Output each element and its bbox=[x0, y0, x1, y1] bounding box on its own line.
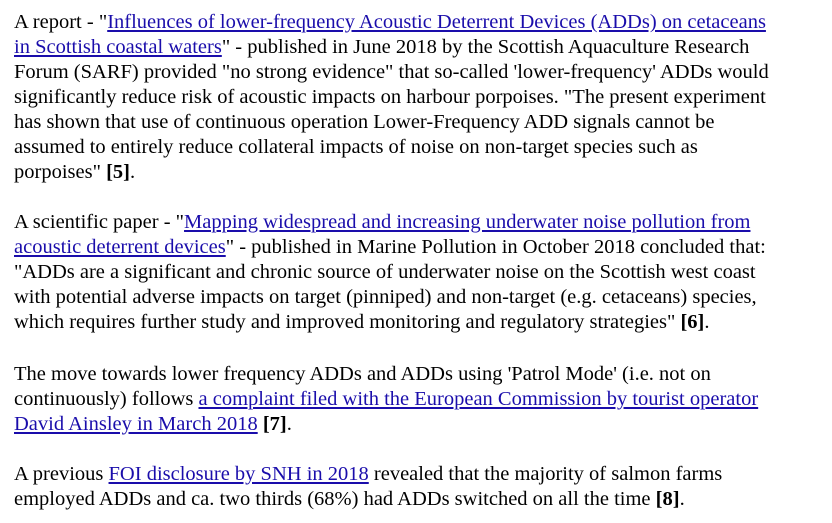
link-foi-disclosure[interactable]: FOI disclosure by SNH in 2018 bbox=[108, 463, 369, 485]
text-line bbox=[14, 10, 826, 35]
reference-7: [7] bbox=[262, 413, 287, 435]
link-ec-complaint[interactable]: a complaint filed with the European Commission by tourist operator bbox=[198, 388, 759, 410]
text-line bbox=[14, 235, 826, 260]
text-line bbox=[14, 310, 826, 335]
reference-6: [6] bbox=[680, 311, 705, 333]
text-run: revealed that the majority of salmon farms bbox=[368, 463, 723, 485]
text-run: . bbox=[129, 161, 136, 183]
text-line: The move towards lower frequency ADDs and ADDs using 'Patrol Mode' (i.e. not on bbox=[14, 363, 711, 385]
text-run: . bbox=[704, 311, 710, 333]
link-sarf-report-cont[interactable]: in Scottish coastal waters bbox=[14, 36, 222, 58]
text-run: A scientific paper - " bbox=[14, 211, 185, 233]
text-run: which requires further study and improved monitoring and regulatory strategies" bbox=[14, 311, 681, 333]
reference-8: [8] bbox=[655, 488, 680, 510]
link-ec-complaint-cont[interactable]: David Ainsley in March 2018 bbox=[14, 413, 258, 435]
link-sarf-report[interactable]: Influences of lower-frequency Acoustic Deterrent Devices (ADDs) on cetaceans bbox=[107, 11, 766, 33]
reference-5: [5] bbox=[106, 161, 130, 183]
text-line bbox=[14, 462, 826, 487]
text-line bbox=[14, 412, 826, 437]
text-run: continuously) follows bbox=[14, 388, 199, 410]
text-line: "ADDs are a significant and chronic source of underwater noise on the Scottish west coast bbox=[14, 261, 756, 283]
text-run: A previous bbox=[14, 463, 109, 485]
text-line: has shown that use of continuous operation Lower-Frequency ADD signals cannot be bbox=[14, 111, 715, 133]
text-run: . bbox=[679, 488, 685, 510]
text-line: Forum (SARF) provided "no strong evidence" that so-called 'lower-frequency' ADDs would bbox=[14, 61, 769, 83]
text-line bbox=[14, 35, 826, 60]
text-run: . bbox=[286, 413, 292, 435]
text-line: significantly reduce risk of acoustic impacts on harbour porpoises. "The present experiment bbox=[14, 86, 766, 108]
text-run: " - published in June 2018 by the Scottish Aquaculture Research bbox=[221, 36, 750, 58]
paragraph-sarf-report bbox=[14, 10, 826, 185]
text-line bbox=[14, 210, 826, 235]
text-line: with potential adverse impacts on target (pinniped) and non-target (e.g. cetaceans) species, bbox=[14, 286, 757, 308]
text-run: A report - " bbox=[14, 11, 108, 33]
text-line: assumed to entirely reduce collateral impacts of noise on non-target species such as bbox=[14, 136, 698, 158]
paragraph-foi-disclosure bbox=[14, 462, 826, 512]
text-line bbox=[14, 487, 826, 512]
paragraph-patrol-mode bbox=[14, 362, 826, 437]
text-line bbox=[14, 387, 826, 412]
link-mapping-noise-paper[interactable]: Mapping widespread and increasing underwater noise pollution from bbox=[184, 211, 751, 233]
paragraph-scientific-paper bbox=[14, 210, 826, 335]
text-run: employed ADDs and ca. two thirds (68%) had ADDs switched on all the time bbox=[14, 488, 656, 510]
link-mapping-noise-paper-cont[interactable]: acoustic deterrent devices bbox=[14, 236, 226, 258]
text-run: porpoises" bbox=[14, 161, 107, 183]
text-run: " - published in Marine Pollution in October 2018 concluded that: bbox=[225, 236, 766, 258]
text-line bbox=[14, 160, 826, 185]
